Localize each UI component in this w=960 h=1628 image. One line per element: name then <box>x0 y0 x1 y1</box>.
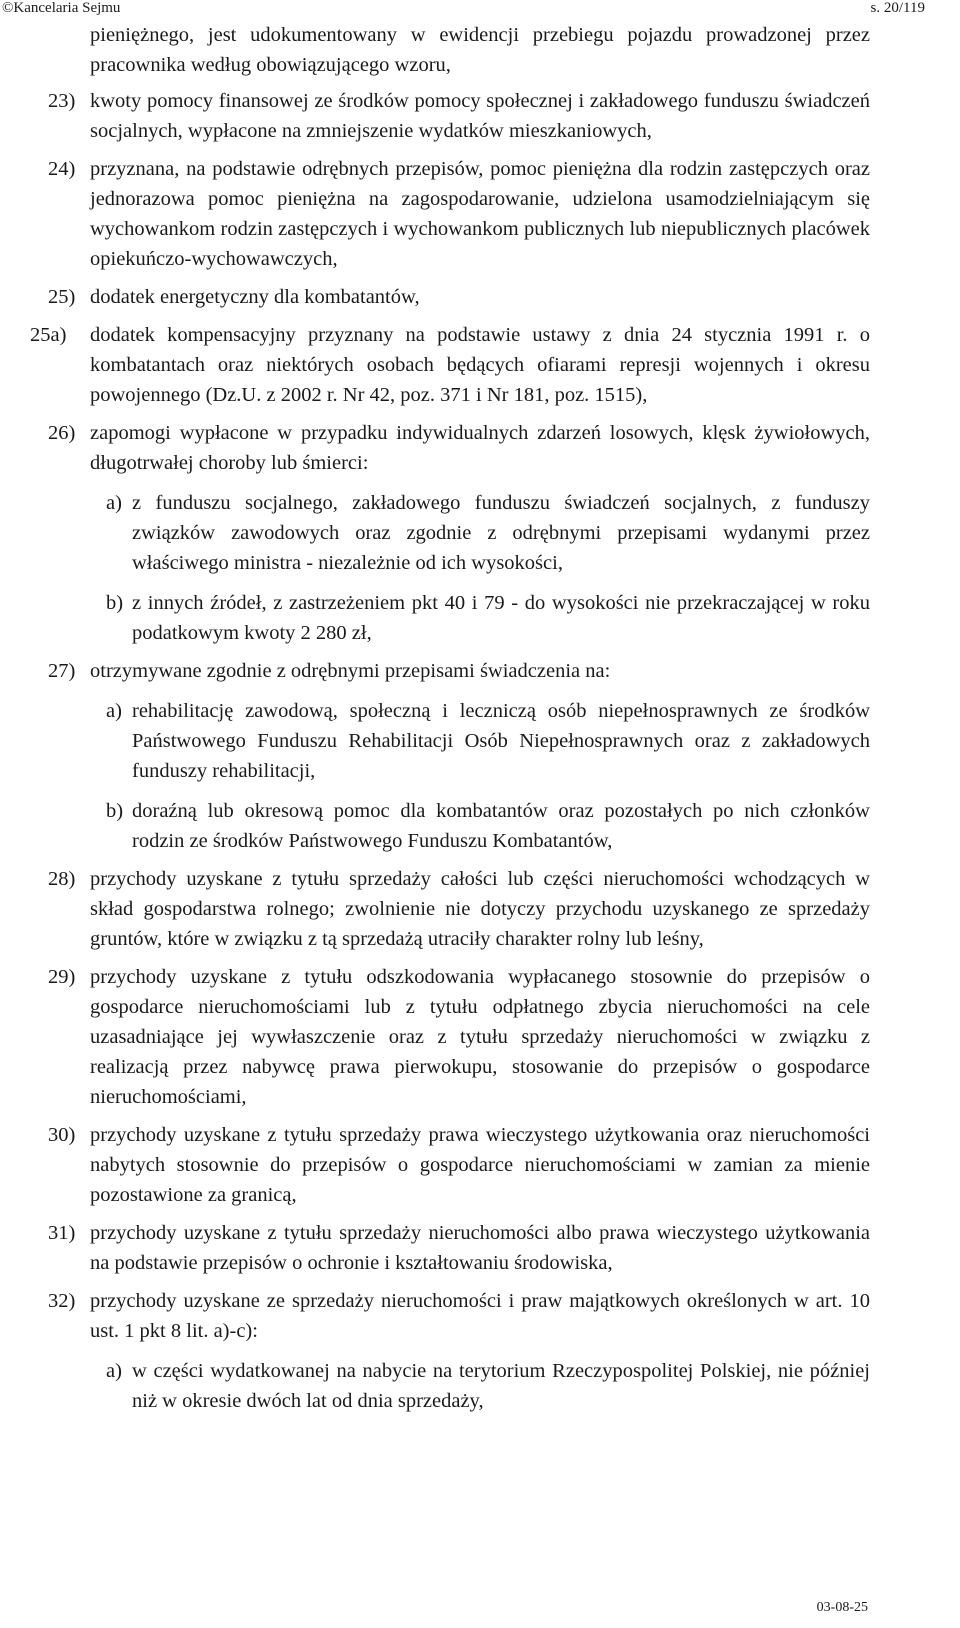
item-number: 24) <box>48 158 76 180</box>
item-text: otrzymywane zgodnie z odrębnymi przepisami świadczenia na: <box>90 660 611 682</box>
item-number: 30) <box>48 1124 76 1146</box>
footer-date: 03-08-25 <box>816 1600 868 1615</box>
sub-text: w części wydatkowanej na nabycie na terytorium Rzeczypospolitej Polskiej, nie później niż w okresie dwóch lat od dnia sprzedaży, <box>132 1360 870 1412</box>
item-number: 26) <box>48 422 76 444</box>
item-number: 28) <box>48 868 76 890</box>
item-26-b <box>0 588 870 648</box>
item-text: przychody uzyskane z tytułu odszkodowania wypłacanego stosownie do przepisów o gospodarce nieruchomościami lub z tytułu odpłatnego zbycia nieruchomości na cele uzasadniające jej wywłaszczenie oraz z tytułu sprzedaży nieruchomości w związku z realizacją przez nabywcę prawa pierwokupu, stosowanie do przepisów o gospodarce nieruchomościami, <box>90 966 870 1108</box>
item-text: przychody uzyskane z tytułu sprzedaży nieruchomości albo prawa wieczystego użytkowania na podstawie przepisów o ochronie i kształtowaniu środowiska, <box>90 1222 870 1274</box>
item-27 <box>0 656 870 686</box>
sub-text: z funduszu socjalnego, zakładowego funduszu świadczeń socjalnych, z funduszy związków zawodowych oraz zgodnie z odrębnymi przepisami wydanymi przez właściwego ministra - niezależnie od ich wysokości, <box>132 492 870 574</box>
sub-letter: b) <box>106 592 124 614</box>
item-23 <box>0 86 870 146</box>
item-31 <box>0 1218 870 1278</box>
item-number: 23) <box>48 90 76 112</box>
document-body <box>0 20 960 1416</box>
item-number: 31) <box>48 1222 76 1244</box>
item-number: 32) <box>48 1290 76 1312</box>
item-text: dodatek energetyczny dla kombatantów, <box>90 286 420 308</box>
item-text: przychody uzyskane z tytułu sprzedaży prawa wieczystego użytkowania oraz nieruchomości nabytych stosownie do przepisów o gospodarce nieruchomościami w zamian za mienie pozostawione za granicą, <box>90 1124 870 1206</box>
sub-letter: a) <box>106 1360 122 1382</box>
item-text: zapomogi wypłacone w przypadku indywidualnych zdarzeń losowych, klęsk żywiołowych, długotrwałej choroby lub śmierci: <box>90 422 870 474</box>
item-25 <box>0 282 870 312</box>
item-26-a <box>0 488 870 578</box>
item-24 <box>0 154 870 274</box>
item-number: 29) <box>48 966 76 988</box>
item-25a <box>0 320 870 410</box>
item-text: przychody uzyskane ze sprzedaży nieruchomości i praw majątkowych określonych w art. 10 ust. 1 pkt 8 lit. a)-c): <box>90 1290 870 1342</box>
sub-text: rehabilitację zawodową, społeczną i leczniczą osób niepełnosprawnych ze środków Państwowego Funduszu Rehabilitacji Osób Niepełnosprawnych oraz z zakładowych funduszy rehabilitacji, <box>132 700 870 782</box>
continued-paragraph: pieniężnego, jest udokumentowany w ewidencji przebiegu pojazdu prowadzonej przez pracownika według obowiązującego wzoru, <box>90 24 870 76</box>
item-26 <box>0 418 870 478</box>
item-number: 25a) <box>30 324 67 346</box>
item-28 <box>0 864 870 954</box>
sub-letter: a) <box>106 492 122 514</box>
item-text: dodatek kompensacyjny przyznany na podstawie ustawy z dnia 24 stycznia 1991 r. o kombatantach oraz niektórych osobach będących ofiarami represji wojennych i okresu powojennego (Dz.U. z 2002 r. Nr 42, poz. 371 i Nr 181, poz. 1515), <box>90 324 870 406</box>
item-27-b <box>0 796 870 856</box>
sub-letter: a) <box>106 700 122 722</box>
header-page-number: s. 20/119 <box>870 0 925 16</box>
sub-text: z innych źródeł, z zastrzeżeniem pkt 40 i 79 - do wysokości nie przekraczającej w roku podatkowym kwoty 2 280 zł, <box>132 592 870 644</box>
item-text: przyznana, na podstawie odrębnych przepisów, pomoc pieniężna dla rodzin zastępczych oraz jednorazowa pomoc pieniężna na zagospodarowanie, udzielona usamodzielniającym się wychowankom rodzin zastępczych i wychowankom publicznych lub niepublicznych placówek opiekuńczo-wychowawczych, <box>90 158 870 270</box>
item-30 <box>0 1120 870 1210</box>
item-29 <box>0 962 870 1112</box>
item-27-a <box>0 696 870 786</box>
sub-text: doraźną lub okresową pomoc dla kombatantów oraz pozostałych po nich członków rodzin ze środków Państwowego Funduszu Kombatantów, <box>132 800 870 852</box>
item-number: 25) <box>48 286 76 308</box>
item-number: 27) <box>48 660 76 682</box>
item-32 <box>0 1286 870 1346</box>
sub-letter: b) <box>106 800 124 822</box>
header-source: ©Kancelaria Sejmu <box>2 0 121 16</box>
item-text: kwoty pomocy finansowej ze środków pomocy społecznej i zakładowego funduszu świadczeń socjalnych, wypłacone na zmniejszenie wydatków mieszkaniowych, <box>90 90 870 142</box>
item-32-a <box>0 1356 870 1416</box>
item-text: przychody uzyskane z tytułu sprzedaży całości lub części nieruchomości wchodzących w skład gospodarstwa rolnego; zwolnienie nie dotyczy przychodu uzyskanego ze sprzedaży gruntów, które w związku z tą sprzedażą utraciły charakter rolny lub leśny, <box>90 868 870 950</box>
